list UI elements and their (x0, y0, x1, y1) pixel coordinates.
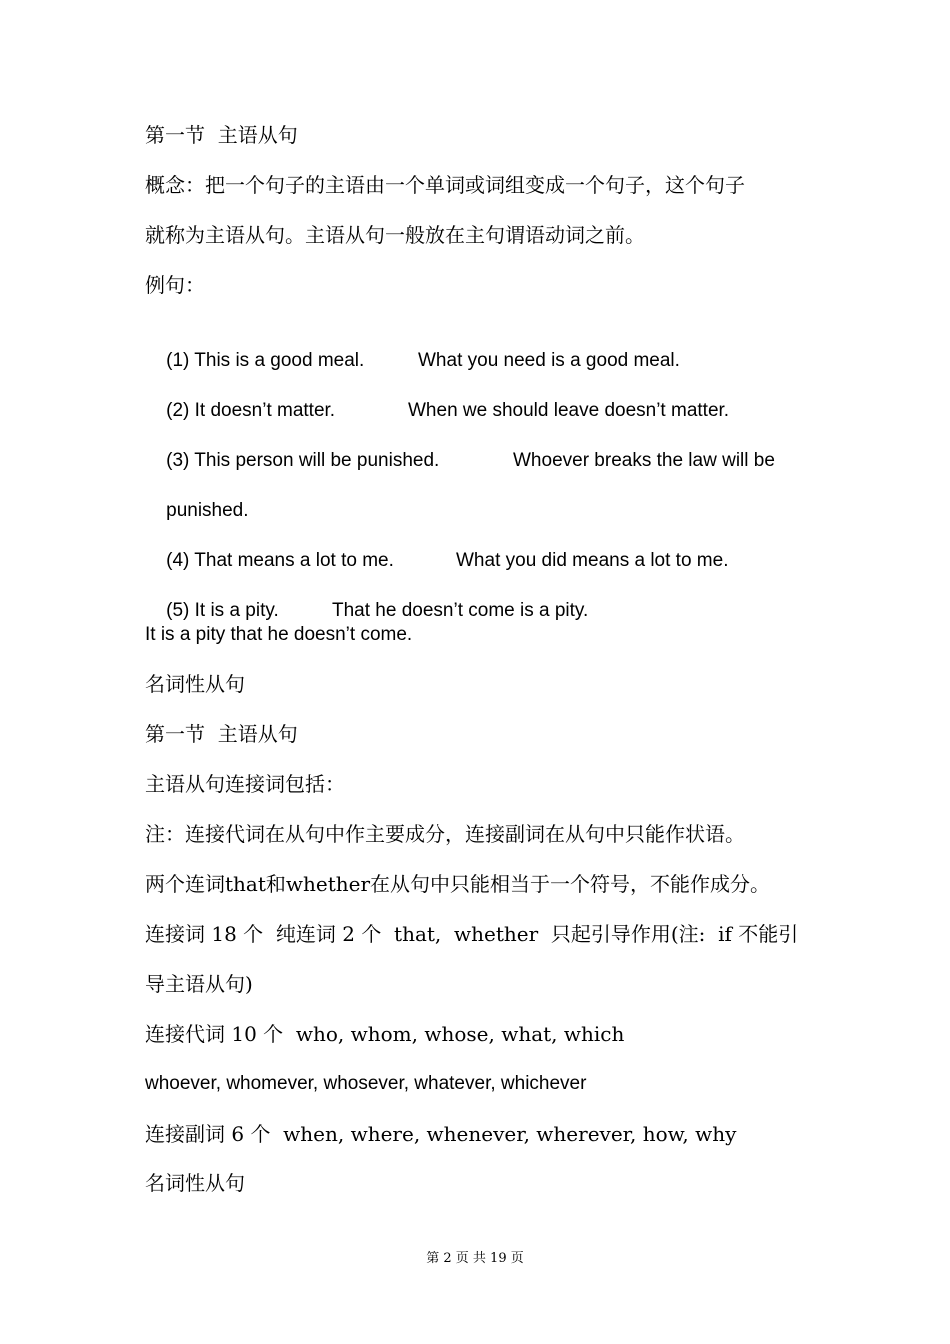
example-left: (5) It is a pity. (166, 600, 279, 621)
concept-line-2: 就称为主语从句。主语从句一般放在主句谓语动词之前。 (145, 223, 645, 247)
example-right: Whoever breaks the law will be (513, 450, 775, 471)
conjunction-line-2: 导主语从句) (145, 972, 253, 996)
section-heading: 第一节 主语从句 (145, 123, 298, 147)
example-right: That he doesn’t come is a pity. (332, 600, 589, 621)
section-label: 名词性从句 (145, 1171, 245, 1195)
example-left: (3) This person will be punished. (166, 450, 440, 471)
section-label: 名词性从句 (145, 672, 245, 696)
note-line-2: 两个连词that和whether在从句中只能相当于一个符号，不能作成分。 (145, 872, 771, 896)
example-left: (4) That means a lot to me. (166, 550, 394, 571)
pronoun-line-1: 连接代词 10 个 who, whom, whose, what, which (145, 1022, 625, 1046)
conjunction-line-1: 连接词 18 个 纯连词 2 个 that, whether 只起引导作用(注: if 不能引 (145, 922, 799, 946)
example-extra: It is a pity that he doesn’t come. (145, 624, 413, 645)
pronoun-line-2: whoever, whomever, whosever, whatever, whichever (145, 1073, 587, 1094)
example-right: What you need is a good meal. (418, 350, 680, 371)
concept-line-1: 概念：把一个句子的主语由一个单词或词组变成一个句子，这个句子 (145, 173, 745, 197)
example-right: What you did means a lot to me. (456, 550, 729, 571)
example-left: (1) This is a good meal. (166, 350, 365, 371)
examples-label: 例句： (145, 273, 205, 297)
example-right: When we should leave doesn’t matter. (408, 400, 730, 421)
note-line-1: 注：连接代词在从句中作主要成分，连接副词在从句中只能作状语。 (145, 822, 745, 846)
example-left: (2) It doesn’t matter. (166, 400, 336, 421)
section-heading: 第一节 主语从句 (145, 722, 298, 746)
example-left: punished. (166, 500, 249, 521)
page-number: 第 2 页 共 19 页 (426, 1251, 524, 1266)
adverb-line: 连接副词 6 个 when, where, whenever, wherever, how, why (145, 1122, 737, 1146)
connectors-intro: 主语从句连接词包括： (145, 772, 345, 796)
